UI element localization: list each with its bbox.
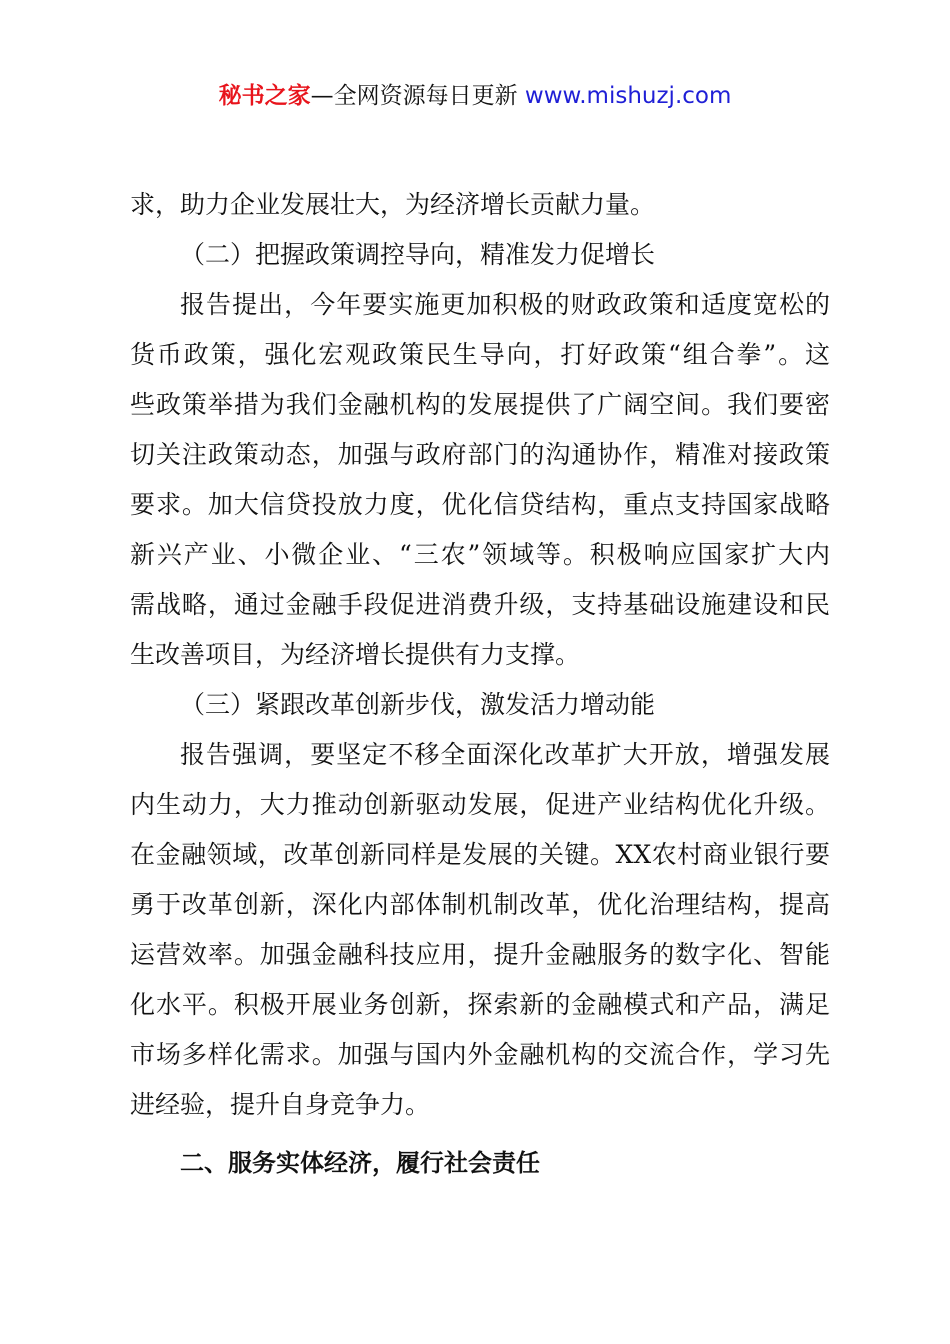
paragraph-line: 切关注政策动态，加强与政府部门的沟通协作，精准对接政策 — [130, 440, 830, 469]
paragraph-line: 内生动力，大力推动创新驱动发展，促进产业结构优化升级。 — [130, 790, 830, 819]
subheading-3: （三）紧跟改革创新步伐，激发活力增动能 — [180, 690, 656, 719]
paragraph-line: 市场多样化需求。加强与国内外金融机构的交流合作，学习先 — [130, 1040, 830, 1069]
paragraph-line: 在金融领域，改革创新同样是发展的关键。XX农村商业银行要 — [130, 840, 830, 869]
paragraph-line: 新兴产业、小微企业、“三农”领域等。积极响应国家扩大内 — [130, 540, 830, 569]
paragraph-line: 进经验，提升自身竞争力。 — [130, 1090, 431, 1119]
paragraph-line: 货币政策，强化宏观政策民生导向，打好政策“组合拳”。这 — [130, 340, 830, 369]
paragraph-line: 求，助力企业发展壮大，为经济增长贡献力量。 — [130, 190, 656, 219]
paragraph-line: 报告强调，要坚定不移全面深化改革扩大开放，增强发展 — [180, 740, 830, 769]
paragraph-line: 报告提出，今年要实施更加积极的财政政策和适度宽松的 — [180, 290, 830, 319]
paragraph-line: 生改善项目，为经济增长提供有力支撑。 — [130, 640, 581, 669]
paragraph-line: 需战略，通过金融手段促进消费升级，支持基础设施建设和民 — [130, 590, 830, 619]
paragraph-line: 化水平。积极开展业务创新，探索新的金融模式和产品，满足 — [130, 990, 830, 1019]
site-brand: 秘书之家 — [218, 83, 311, 109]
subheading-2: （二）把握政策调控导向，精准发力促增长 — [180, 240, 656, 269]
paragraph-line: 运营效率。加强金融科技应用，提升金融服务的数字化、智能 — [130, 940, 830, 969]
paragraph-line: 勇于改革创新，深化内部体制机制改革，优化治理结构，提高 — [130, 890, 830, 919]
paragraph-line: 要求。加大信贷投放力度，优化信贷结构，重点支持国家战略 — [130, 490, 830, 519]
paragraph-line: 些政策举措为我们金融机构的发展提供了广阔空间。我们要密 — [130, 390, 830, 419]
site-url-link[interactable]: www.mishuzj.com — [524, 83, 732, 109]
site-header — [0, 80, 950, 112]
site-tagline: —全网资源每日更新 — [310, 83, 518, 109]
document-body — [130, 180, 830, 1188]
section-heading: 二、服务实体经济，履行社会责任 — [180, 1149, 540, 1177]
